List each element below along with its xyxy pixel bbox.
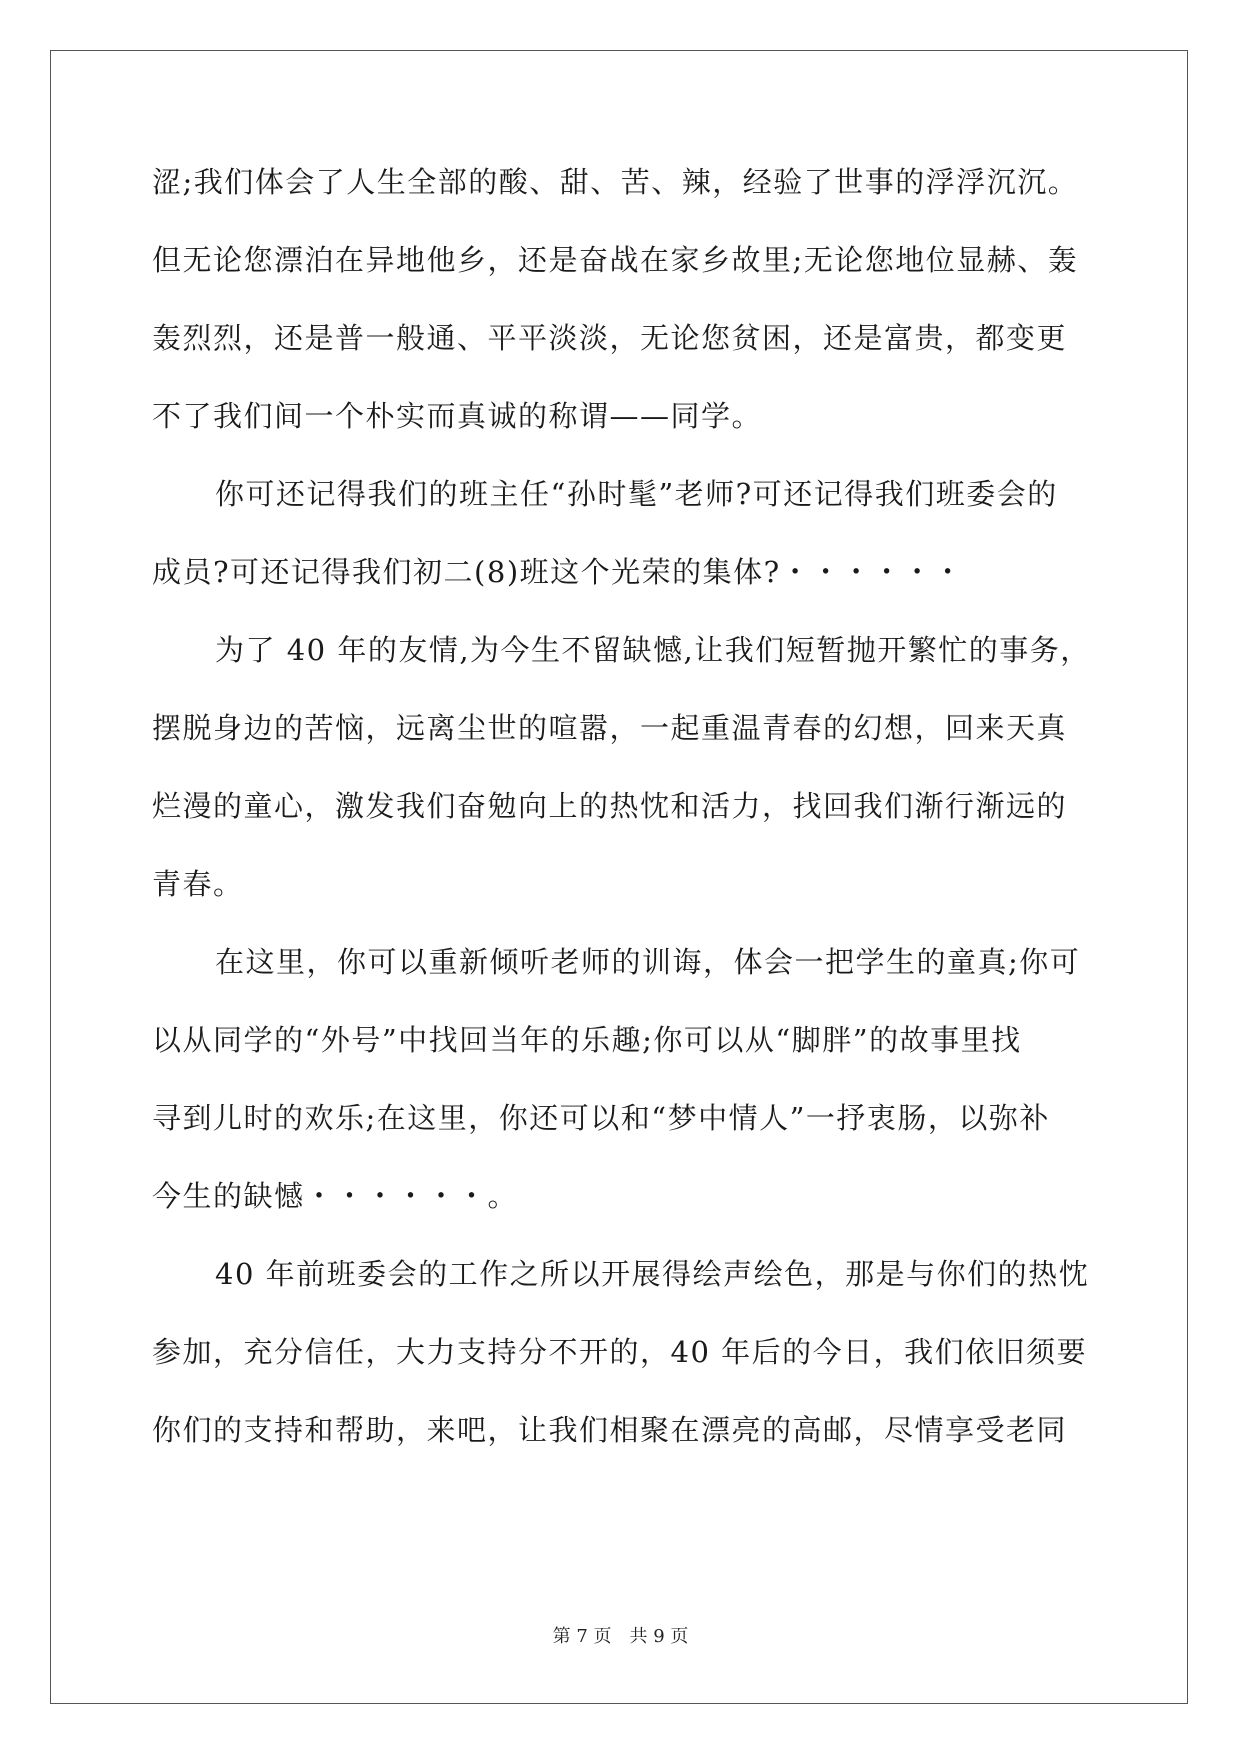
text-line: 寻到儿时的欢乐;在这里，你还可以和“梦中情人”一抒衷肠，以弥补 [152, 1101, 1050, 1135]
text-line: 今生的缺憾・・・・・・。 [152, 1179, 519, 1213]
text-line: 不了我们间一个朴实而真诚的称谓——同学。 [152, 399, 763, 433]
text-line: 40 年前班委会的工作之所以开展得绘声绘色，那是与你们的热忱 [215, 1257, 1090, 1291]
text-line: 但无论您漂泊在异地他乡，还是奋战在家乡故里;无论您地位显赫、轰 [152, 243, 1079, 277]
text-line: 你可还记得我们的班主任“孙时髦”老师?可还记得我们班委会的 [215, 477, 1058, 511]
text-line: 涩;我们体会了人生全部的酸、甜、苦、辣，经验了世事的浮浮沉沉。 [152, 165, 1079, 199]
text-line: 你们的支持和帮助，来吧，让我们相聚在漂亮的高邮，尽情享受老同 [152, 1413, 1068, 1447]
text-line: 参加，充分信任，大力支持分不开的，40 年后的今日，我们依旧须要 [152, 1335, 1088, 1369]
text-line: 为了 40 年的友情,为今生不留缺憾,让我们短暂抛开繁忙的事务， [215, 633, 1091, 667]
text-line: 在这里，你可以重新倾听老师的训诲，体会一把学生的童真;你可 [215, 945, 1081, 979]
text-line: 轰烈烈，还是普一般通、平平淡淡，无论您贫困，还是富贵，都变更 [152, 321, 1068, 355]
page-number: 第 7 页 共 9 页 [552, 1626, 689, 1647]
text-line: 青春。 [152, 867, 244, 901]
text-line: 成员?可还记得我们初二(8)班这个光荣的集体?・・・・・・ [152, 555, 964, 589]
text-line: 以从同学的“外号”中找回当年的乐趣;你可以从“脚胖”的故事里找 [152, 1023, 1022, 1057]
text-line: 摆脱身边的苦恼，远离尘世的喧嚣，一起重温青春的幻想，回来天真 [152, 711, 1068, 745]
text-line: 烂漫的童心，激发我们奋勉向上的热忱和活力，找回我们渐行渐远的 [152, 789, 1068, 823]
